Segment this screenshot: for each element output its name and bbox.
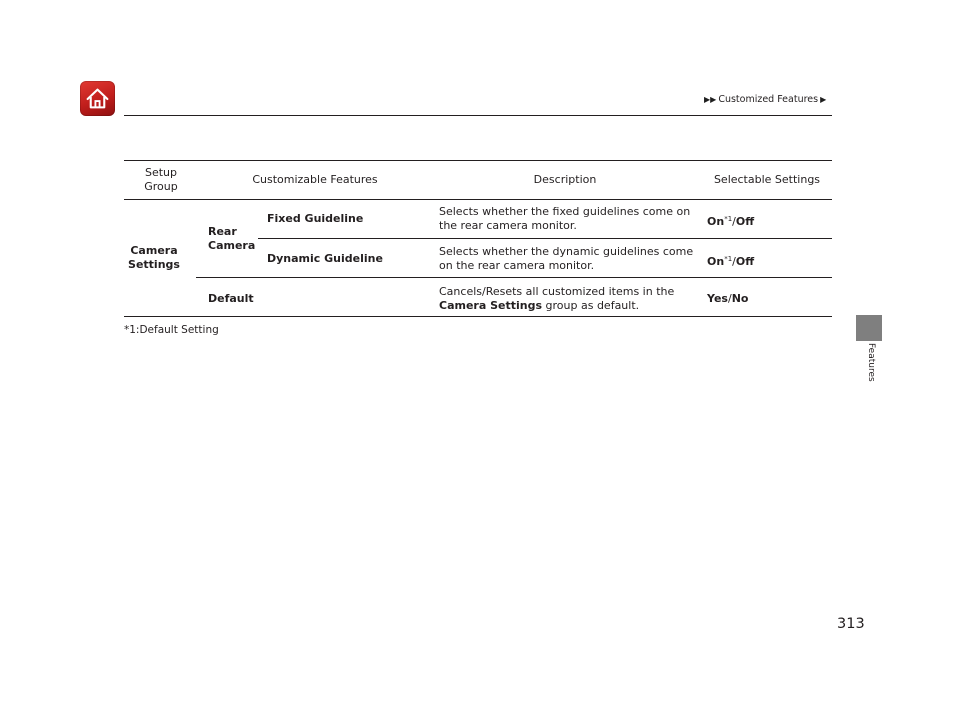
setting-option: Yes — [707, 292, 728, 305]
column-header-selectable-settings: Selectable Settings — [713, 173, 821, 186]
setting-option: On — [707, 215, 725, 228]
section-tab-label: Features — [866, 343, 876, 382]
feature-name: Fixed Guideline — [267, 212, 364, 225]
column-header-setup-group: Setup Group — [144, 166, 178, 193]
page-number: 313 — [837, 616, 865, 632]
feature-description — [439, 285, 701, 313]
setting-separator: / — [732, 255, 736, 268]
feature-description: Selects whether the fixed guidelines come on the rear camera monitor. — [439, 205, 691, 232]
setting-separator: / — [727, 292, 732, 305]
selectable-settings — [707, 292, 827, 306]
table-header-rule — [124, 199, 832, 200]
setup-group-label: Camera Settings — [128, 244, 180, 271]
feature-name: Default — [208, 292, 254, 305]
column-header-description: Description — [533, 173, 597, 186]
breadcrumb-end-arrow-icon: ▶ — [820, 95, 827, 104]
selectable-settings — [707, 212, 827, 229]
breadcrumb-arrow-icon: ▶▶ — [704, 95, 717, 104]
home-button[interactable] — [80, 81, 115, 116]
table-bottom-rule — [124, 316, 832, 317]
footnote: *1:Default Setting — [124, 324, 219, 336]
selectable-settings — [707, 252, 827, 269]
home-icon — [85, 86, 110, 111]
description-group-name: Camera Settings — [439, 299, 543, 312]
setting-option: No — [731, 292, 749, 305]
setting-separator: / — [732, 215, 736, 228]
section-tab-marker — [856, 315, 882, 341]
breadcrumb-link[interactable]: Customized Features — [718, 94, 819, 105]
default-mark: *1 — [724, 215, 733, 223]
feature-name: Dynamic Guideline — [267, 252, 383, 265]
default-mark: *1 — [724, 255, 733, 263]
description-text: Cancels/Resets all customized items in the — [439, 285, 675, 298]
subgroup-label: Rear Camera — [208, 225, 256, 252]
setting-option: Off — [735, 215, 755, 228]
breadcrumb[interactable] — [704, 94, 826, 105]
row-divider — [196, 277, 832, 278]
table-top-rule — [124, 160, 832, 161]
row-divider — [258, 238, 832, 239]
description-text: group as default. — [545, 299, 640, 312]
setting-option: On — [707, 255, 725, 268]
setting-option: Off — [735, 255, 755, 268]
header-divider — [124, 115, 832, 116]
column-header-customizable-features: Customizable Features — [252, 173, 378, 186]
feature-description: Selects whether the dynamic guidelines come on the rear camera monitor. — [439, 245, 694, 272]
